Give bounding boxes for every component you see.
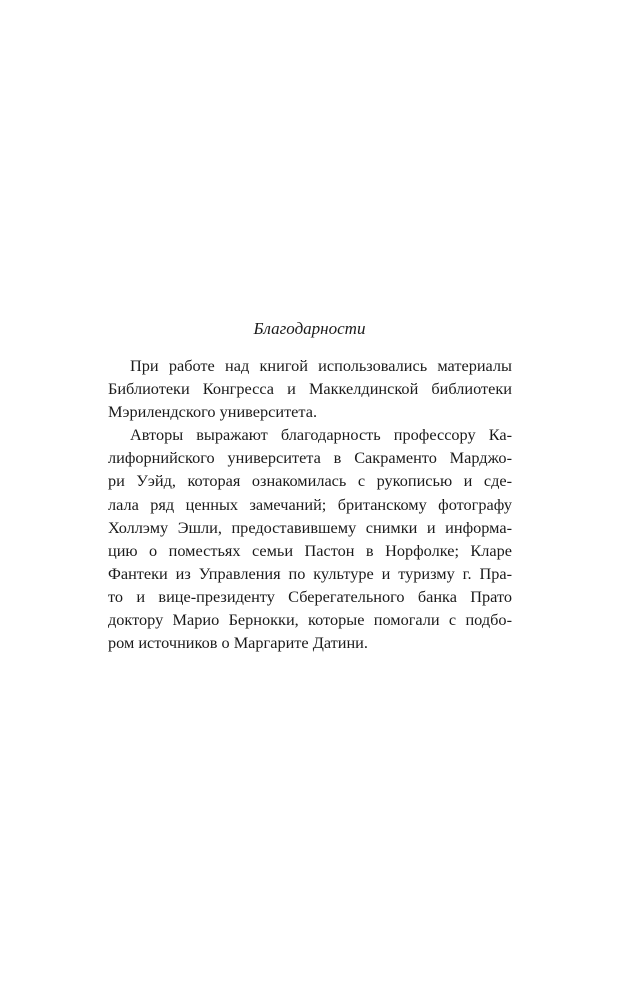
- text-line: лифорнийского университета в Сакраменто Марджо-: [108, 448, 512, 468]
- text-line: Библиотеки Конгресса и Маккелдинской библиотеки: [108, 379, 512, 399]
- text-line: Холлэму Эшли, предоставившему снимки и информа-: [108, 517, 512, 537]
- text-line: Фантеки из Управления по культуре и туризму г. Пра-: [108, 563, 512, 583]
- text-line: то и вице-президенту Сберегательного банка Прато: [108, 586, 512, 606]
- text-line: лала ряд ценных замечаний; британскому фотографу: [108, 494, 512, 514]
- text-line: При работе над книгой использовались материалы: [130, 356, 512, 375]
- text-line: ром источников о Маргарите Датини.: [108, 633, 368, 653]
- text-line: Мэрилендского университета.: [108, 402, 318, 422]
- text-line: доктору Марио Бернокки, которые помогали с подбо-: [108, 610, 512, 630]
- text-line: Авторы выражают благодарность профессору Ка-: [130, 425, 512, 445]
- text-line: ри Уэйд, которая ознакомилась с рукописью и сде-: [108, 471, 512, 491]
- paragraph-1: [108, 354, 512, 423]
- text-line: цию о поместьях семьи Пастон в Норфолке; Кларе: [108, 540, 512, 560]
- acknowledgements-text: [108, 354, 512, 654]
- acknowledgements-heading: Благодарности: [253, 319, 366, 338]
- paragraph-2: [108, 423, 512, 654]
